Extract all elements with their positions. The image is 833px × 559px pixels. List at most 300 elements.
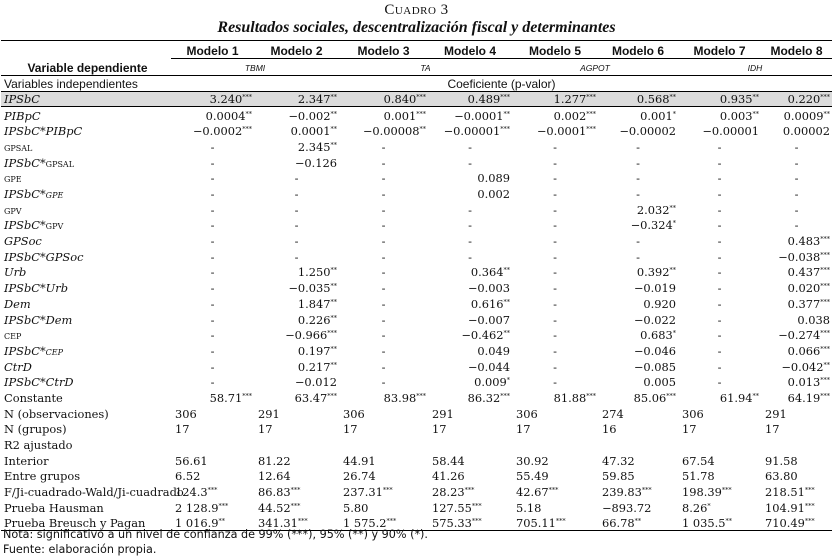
significance-marker: *** (500, 93, 510, 102)
cell-value: 0.001 (640, 108, 673, 123)
table-cell (171, 327, 254, 343)
cell-value: −0.0002 (192, 124, 243, 139)
cell-value: - (717, 139, 722, 154)
table-cell (428, 358, 512, 374)
row-label: N (observaciones) (4, 406, 109, 421)
cell-value: - (210, 312, 215, 327)
table-row (1, 138, 832, 154)
cell-value: - (468, 139, 472, 154)
table-cell (339, 154, 428, 170)
table-cell (254, 405, 339, 421)
table-cell (428, 483, 512, 499)
coefficient-label: Coeficiente (p-valor) (171, 76, 832, 92)
table-cell (598, 468, 678, 484)
table-cell (254, 138, 339, 154)
table-row (1, 123, 832, 139)
significance-marker: ** (634, 516, 642, 525)
table-cell (598, 279, 678, 295)
table-cell (254, 374, 339, 390)
table-cell (512, 483, 598, 499)
model-header: Modelo 8 (761, 41, 832, 59)
cell-value: −0.007 (467, 312, 510, 327)
table-cell (761, 201, 832, 217)
table-cell (678, 468, 761, 484)
cell-value: - (636, 234, 640, 249)
table-cell (428, 342, 512, 358)
table-cell (254, 107, 339, 123)
significance-marker: *** (555, 516, 566, 525)
cell-value: - (553, 375, 557, 390)
table-cell (171, 185, 254, 201)
cell-value: 2.345 (297, 139, 331, 154)
table-row (1, 91, 832, 107)
table-cell (171, 248, 254, 264)
table-cell (598, 327, 678, 343)
table-cell (254, 311, 339, 327)
cell-value: - (294, 202, 299, 217)
table-cell (339, 499, 428, 515)
table-cell (428, 170, 512, 186)
cell-value: 0.001 (383, 108, 417, 123)
table-cell (171, 358, 254, 374)
table-cell (428, 123, 512, 139)
cell-value: −0.046 (633, 343, 676, 358)
table-cell (254, 327, 339, 343)
cell-value: 0.0009 (783, 108, 824, 123)
table-cell (598, 201, 678, 217)
significance-marker: ** (503, 297, 510, 306)
table-row (1, 217, 832, 233)
dependent-variable: IDH (678, 59, 832, 76)
table-cell (171, 374, 254, 390)
cell-value: - (210, 328, 215, 343)
cell-value: 0.066 (787, 343, 821, 358)
table-cell (678, 107, 761, 123)
cell-value: 3.240 (209, 92, 243, 107)
row-label: IPSbC*CtrD (4, 375, 74, 390)
header-blank (1, 41, 171, 59)
cell-value: 1 016.9 (175, 515, 219, 530)
row-label: N (grupos) (4, 422, 67, 437)
cell-value: 0.038 (797, 312, 830, 327)
table-cell (598, 248, 678, 264)
table-cell (761, 107, 832, 123)
cell-value: - (294, 234, 299, 249)
significance-marker: ** (823, 109, 830, 118)
significance-marker: ** (752, 391, 759, 400)
table-cell (428, 468, 512, 484)
table-cell (254, 279, 339, 295)
cell-value: 0.049 (477, 343, 510, 358)
table-cell (598, 107, 678, 123)
table-cell (678, 405, 761, 421)
significance-marker: *** (471, 516, 482, 525)
table-cell (512, 499, 598, 515)
significance-marker: *** (820, 391, 830, 400)
significance-marker: *** (820, 329, 830, 338)
table-cell (512, 279, 598, 295)
significance-marker: ** (752, 109, 759, 118)
cell-value: - (794, 202, 799, 217)
cell-value: 710.49 (765, 515, 805, 530)
cell-value: 17 (516, 422, 531, 437)
row-label: gpe (4, 171, 22, 186)
model-header: Modelo 2 (254, 41, 339, 59)
table-cell (428, 185, 512, 201)
table-cell (339, 468, 428, 484)
cell-value: - (636, 155, 640, 170)
table-row (1, 232, 832, 248)
cell-value: - (468, 234, 472, 249)
table-cell (598, 185, 678, 201)
table-cell (428, 389, 512, 405)
cell-value: 64.19 (787, 390, 821, 405)
significance-marker: ** (330, 93, 337, 102)
table-cell (171, 405, 254, 421)
cell-value: 59.85 (602, 469, 635, 484)
table-cell (339, 123, 428, 139)
cell-value: 42.67 (516, 485, 549, 500)
table-cell (512, 342, 598, 358)
cell-value: - (636, 249, 640, 264)
model-header: Modelo 4 (428, 41, 512, 59)
table-cell (512, 327, 598, 343)
cell-value: 291 (765, 406, 787, 421)
table-cell (512, 107, 598, 123)
table-cell (678, 201, 761, 217)
table-cell (598, 170, 678, 186)
table-cell (598, 138, 678, 154)
cell-value: 63.80 (765, 469, 798, 484)
cell-value: - (717, 296, 722, 311)
significance-marker: *** (416, 109, 426, 118)
table-cell (598, 436, 678, 452)
table-cell (339, 327, 428, 343)
table-cell (598, 405, 678, 421)
significance-marker: *** (820, 297, 830, 306)
table-cell (678, 154, 761, 170)
table-row (1, 327, 832, 343)
table-cell (678, 232, 761, 248)
table-cell (512, 468, 598, 484)
table-cell (428, 248, 512, 264)
table-cell (428, 201, 512, 217)
table-cell (678, 91, 761, 107)
cell-value: - (717, 187, 722, 201)
cell-value: - (553, 234, 557, 249)
table-cell (339, 138, 428, 154)
table-cell (428, 499, 512, 515)
table-cell (428, 217, 512, 233)
cell-value: - (553, 139, 557, 154)
row-label: PIBpC (4, 108, 41, 123)
cell-value: 0.568 (636, 92, 670, 107)
row-label: Prueba Breusch y Pagan (1, 515, 171, 531)
table-cell (598, 91, 678, 107)
significance-marker: *** (416, 391, 426, 400)
table-cell (598, 389, 678, 405)
table-cell (761, 389, 832, 405)
table-cell (761, 185, 832, 201)
cell-value: 61.94 (719, 390, 753, 405)
cell-value: 0.220 (787, 92, 821, 107)
cell-value: −0.274 (778, 328, 821, 343)
significance-marker: ** (503, 266, 510, 275)
cell-value: 0.616 (470, 296, 504, 311)
table-cell (254, 358, 339, 374)
table-cell (512, 123, 598, 139)
table-cell (339, 279, 428, 295)
cell-value: 5.80 (343, 500, 369, 515)
cell-value: −0.00001 (702, 124, 759, 139)
significance-marker: ** (725, 516, 732, 525)
cell-value: - (553, 281, 557, 296)
cell-value: - (794, 139, 799, 154)
cell-value: 8.26 (682, 500, 708, 515)
table-cell (761, 452, 832, 468)
table-cell (171, 123, 254, 139)
table-cell (761, 421, 832, 437)
table-cell (428, 311, 512, 327)
cell-value: - (381, 265, 386, 280)
cell-value: 66.78 (602, 515, 635, 530)
significance-marker: ** (669, 266, 676, 275)
significance-marker: *** (548, 486, 559, 495)
table-cell (339, 389, 428, 405)
table-cell (339, 248, 428, 264)
cell-value: - (210, 171, 215, 186)
table-cell (428, 405, 512, 421)
table-cell (254, 483, 339, 499)
significance-marker: ** (330, 140, 337, 149)
cell-value: 0.489 (467, 92, 501, 107)
cell-value: - (636, 139, 640, 154)
cell-value: 0.377 (787, 296, 821, 311)
table-cell (512, 154, 598, 170)
table-cell (171, 107, 254, 123)
table-row (1, 201, 832, 217)
model-header: Modelo 6 (598, 41, 678, 59)
table-cell (678, 295, 761, 311)
table-row (1, 279, 832, 295)
table-cell (678, 436, 761, 452)
cell-value: - (294, 218, 299, 233)
significance-marker: * (672, 219, 676, 228)
row-label: gpsal (4, 139, 33, 154)
significance-marker: *** (666, 391, 676, 400)
table-cell (678, 358, 761, 374)
table-cell (428, 374, 512, 390)
cell-value: 306 (682, 406, 704, 421)
table-caption: Cuadro 3 (384, 2, 449, 18)
significance-marker: ** (330, 313, 337, 322)
significance-marker: *** (721, 486, 732, 495)
dependent-variable: TA (339, 59, 512, 76)
cell-value: - (717, 281, 722, 296)
table-cell (254, 436, 339, 452)
table-cell (598, 452, 678, 468)
table-cell (428, 327, 512, 343)
significance-marker: *** (820, 235, 830, 244)
table-cell (598, 295, 678, 311)
table-cell (512, 405, 598, 421)
cell-value: 0.005 (643, 375, 676, 390)
table-cell (678, 389, 761, 405)
table-row (1, 452, 832, 468)
table-cell (339, 421, 428, 437)
table-cell (678, 138, 761, 154)
model-header: Modelo 3 (339, 41, 428, 59)
cell-value: 0.217 (297, 359, 331, 374)
table-cell (254, 342, 339, 358)
table-cell (598, 311, 678, 327)
table-cell (512, 436, 598, 452)
significance-marker: *** (218, 501, 229, 510)
cell-value: 85.06 (633, 390, 667, 405)
table-row (1, 405, 832, 421)
table-row (1, 311, 832, 327)
cell-value: 0.437 (787, 265, 821, 280)
cell-value: 0.683 (640, 328, 673, 343)
cell-value: - (210, 375, 215, 390)
significance-marker: ** (330, 125, 337, 134)
cell-value: −0.324 (630, 218, 673, 233)
cell-value: - (636, 187, 640, 201)
cell-value: 17 (682, 422, 697, 437)
cell-value: - (381, 375, 386, 390)
significance-marker: *** (297, 516, 308, 525)
cell-value: - (717, 265, 722, 280)
table-cell (339, 217, 428, 233)
model-header-row (1, 41, 832, 59)
significance-marker: *** (586, 93, 596, 102)
table-row (1, 295, 832, 311)
cell-value: - (794, 171, 799, 186)
table-cell (339, 185, 428, 201)
cell-value: 306 (516, 406, 538, 421)
table-cell (512, 170, 598, 186)
cell-value: - (210, 343, 215, 358)
row-label: Constante (4, 390, 63, 405)
significance-marker: *** (382, 486, 393, 495)
row-label: Urb (4, 265, 27, 280)
table-row (1, 154, 832, 170)
table-cell (678, 515, 761, 531)
cell-value: 0.392 (636, 265, 670, 280)
table-cell (761, 515, 832, 531)
significance-marker: *** (242, 93, 252, 102)
cell-value: 0.089 (477, 171, 510, 186)
cell-value: - (210, 187, 215, 201)
dependent-variable: TBMI (171, 59, 339, 76)
table-cell (761, 374, 832, 390)
cell-value: 0.003 (719, 108, 753, 123)
table-cell (254, 248, 339, 264)
table-cell (254, 421, 339, 437)
cell-value: - (794, 155, 799, 170)
cell-value: - (794, 218, 799, 233)
cell-value: - (553, 312, 557, 327)
cell-value: −0.038 (778, 249, 821, 264)
cell-value: 0.0004 (205, 108, 246, 123)
cell-value: - (553, 155, 557, 170)
table-cell (339, 107, 428, 123)
cell-value: 44.52 (258, 500, 291, 515)
cell-value: - (210, 234, 215, 249)
significance-marker: ** (218, 516, 225, 525)
significance-marker: ** (752, 93, 759, 102)
table-row (1, 185, 832, 201)
cell-value: 17 (258, 422, 273, 437)
table-cell (171, 421, 254, 437)
cell-value: 306 (175, 406, 197, 421)
table-cell (254, 264, 339, 280)
table-cell (428, 515, 512, 531)
table-cell (339, 295, 428, 311)
table-cell (761, 358, 832, 374)
cell-value: 17 (175, 422, 190, 437)
table-cell (512, 201, 598, 217)
cell-value: - (468, 202, 472, 217)
table-cell (428, 264, 512, 280)
table-cell (339, 436, 428, 452)
table-row (1, 421, 832, 437)
cell-value: 2 128.9 (175, 500, 219, 515)
significance-marker: ** (419, 125, 426, 134)
significance-marker: *** (290, 501, 301, 510)
cell-value: 0.002 (553, 108, 587, 123)
table-cell (761, 170, 832, 186)
significance-marker: * (506, 376, 510, 385)
cell-value: 1 035.5 (682, 515, 726, 530)
row-label: IPSbC (1, 91, 171, 107)
table-cell (171, 311, 254, 327)
table-cell (678, 123, 761, 139)
table-row (1, 468, 832, 484)
cell-value: - (294, 249, 299, 264)
cell-value: - (717, 328, 722, 343)
table-cell (678, 311, 761, 327)
table-cell (512, 374, 598, 390)
table-cell (761, 232, 832, 248)
row-label: IPSbC*cep (4, 343, 64, 358)
table-cell (428, 436, 512, 452)
table-cell (598, 217, 678, 233)
significance-marker: ** (330, 360, 337, 369)
cell-value: 0.0001 (290, 124, 331, 139)
table-cell (678, 342, 761, 358)
cell-value: - (553, 265, 557, 280)
table-cell (339, 483, 428, 499)
cell-value: - (210, 249, 215, 264)
table-cell (171, 170, 254, 186)
table-cell (598, 154, 678, 170)
table-cell (171, 154, 254, 170)
significance-marker: *** (386, 516, 397, 525)
cell-value: - (294, 187, 299, 201)
cell-value: 341.31 (258, 515, 298, 530)
table-cell (761, 264, 832, 280)
cell-value: 0.483 (787, 234, 821, 249)
table-row (1, 436, 832, 452)
significance-marker: *** (586, 109, 596, 118)
cell-value: - (468, 155, 472, 170)
table-cell (254, 217, 339, 233)
model-header: Modelo 7 (678, 41, 761, 59)
significance-marker: *** (500, 125, 510, 134)
cell-value: 5.18 (516, 500, 542, 515)
table-cell (598, 499, 678, 515)
